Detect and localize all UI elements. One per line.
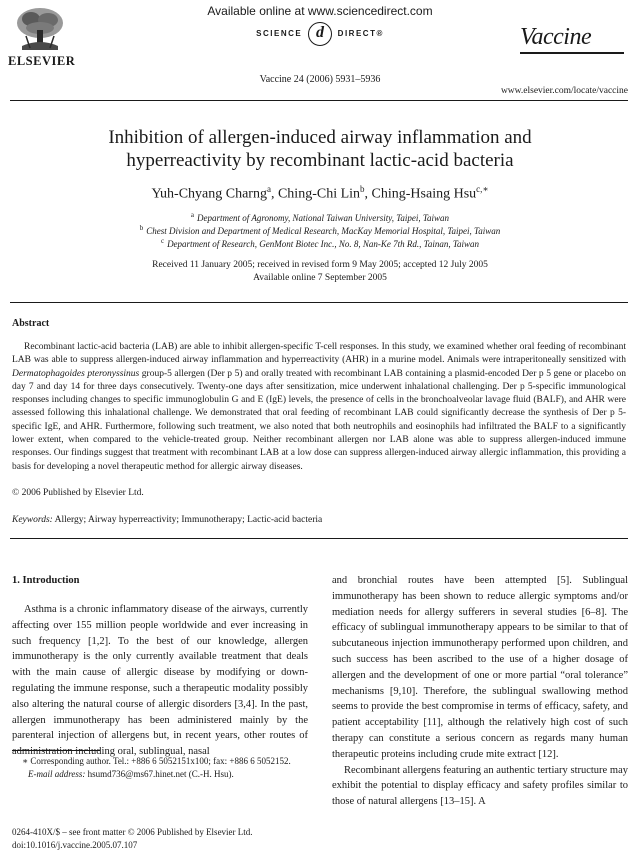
vaccine-logo-text: Vaccine [520,24,592,50]
sciencedirect-d-icon: d [308,22,332,46]
affiliation-text: Department of Agronomy, National Taiwan University, Taipei, Taiwan [197,213,450,223]
paragraph: Recombinant allergens featuring an authentic tertiary structure may exhibit the potential to display efficacy and safety profiles similar to those of natural allergens [13–15]. A [332,764,628,808]
affiliation [0,224,640,236]
registered-mark: ® [376,29,384,39]
title-line-1: Inhibition of allergen-induced airway inflammation and [108,127,532,148]
author-name: Yuh-Chyang Charng [151,186,267,202]
footnote-rule [12,750,100,751]
section-heading: 1. Introduction [12,575,80,586]
email-address[interactable]: hsumd736@ms67.hinet.net (C.-H. Hsu). [87,769,234,779]
abstract-bottom-rule [10,538,628,539]
author-affil-mark: c,∗ [476,184,489,194]
affiliation [0,211,640,223]
paragraph: and bronchial routes have been attempted [5]. Sublingual immunotherapy has been shown to reduce allergic symptoms and/or mediation needs for allergy sufferers in several studies [6–8]. The efficacy of sublingual immunotherapy appears to be similar to that of subcutaneous injection immunotherapy performed upon children, and such success has been ascribed to the use of a higher dosage of allergen and the development of one or more partial “oral tolerance” mechanisms [9,10]. Therefore, the sublingual swallowing method seems to provide the best compromise in terms of efficacy, safety, and patient acceptability [11], although the relatively high cost of such therapy can constitute a serious concern as regards many human therapeutic proteins including crude mite extract [12]. [332,575,628,760]
front-matter [12,826,253,852]
corresponding-author: ∗ Corresponding author. Tel.: +886 6 5052151x100; fax: +886 6 5052152. [22,756,291,766]
abstract-text [12,341,626,474]
left-column [12,602,308,760]
right-column [332,573,628,810]
doi-line[interactable]: doi:10.1016/j.vaccine.2005.07.107 [12,840,138,850]
affiliation-mark: a [190,211,195,219]
vaccine-logo-underline [520,52,624,54]
sciencedirect-right: DIRECT [337,29,377,39]
species-name: Dermatophagoides pteronyssinus [12,368,140,379]
author-affil-mark: b [360,184,365,194]
affiliation-text: Chest Division and Department of Medical Research, MacKay Memorial Hospital, Taipei, Taiwan [146,226,501,236]
abstract-text-part: group-5 allergen (Der p 5) and orally treated with recombinant LAB containing a plasmid-encoded Der p 5 gene or placebo on day 7 and day 14 for three days consecutively. Twenty-one days after sensitization, mice underwent inhalational challenging. Der p 5-specific immunological responses including changes to specific immunoglobulin G and E (IgE) levels, the presence of cells in the bronchoalveolar lavage fluid (BALF), and AHR were assessed following this inhalational challenge. We demonstrated that oral feeding of recombinant LAB could significantly decrease the synthesis of Der p 5-specific IgE, and AHR. Furthermore, following such treatment, we also noted that both neutrophils and eosinophils had infiltrated the BALF to a significantly lower extent, when compared to the vehicle-treated group. Neither recombinant allergen nor LAB alone was able to suppress allergen-induced immune responses. Our findings suggest that treatment with recombinant LAB at a low dose can suppress allergen-induced airway allergic inflammation, this providing a basis for developing a novel therapeutic method for allergic airway diseases. [12,368,626,472]
author-name: Ching-Hsaing Hsu [371,186,477,202]
email-line [12,768,308,781]
sciencedirect-left: SCIENCE [256,29,303,39]
email-label: E-mail address: [28,769,86,779]
paragraph: Asthma is a chronic inflammatory disease of the airways, currently affecting over 155 million people worldwide and ever increasing in such frequency [1,2]. To the best of our knowledge, allergen immunotherapy is the only currently available treatment that deals with the main cause of allergic disease by modifying or down-regulating the immune response, such a therapeutic modality possibly also altering the natural course of allergic disorders [3,4]. In the past, allergen immunotherapy has been administered mainly by the parenteral injection of allergens but, in recent years, other routes of administration including oral, sublingual, nasal [12,604,308,758]
affiliation [0,237,640,249]
keywords-label: Keywords: [12,515,53,525]
abstract-text-part: Recombinant lactic-acid bacteria (LAB) are able to inhibit allergen-specific T-cell responses. In this study, we examined whether oral feeding of recombinant LAB was able to suppress allergen-induced airway inflammation and hyperreactivity (AHR) in a murine model. Animals were intraperitoneally sensitized with [12,342,626,366]
available-date: Available online 7 September 2005 [253,273,387,283]
journal-url[interactable]: www.elsevier.com/locate/vaccine [500,86,628,96]
available-online-text: Available online at www.sciencedirect.com [207,4,433,18]
affiliation-mark: b [139,224,144,232]
received-dates: Received 11 January 2005; received in revised form 9 May 2005; accepted 12 July 2005 [152,260,488,270]
author-separator: , [270,186,278,202]
author-separator: , [364,186,372,202]
abstract-top-rule [10,302,628,303]
keywords-list: Allergy; Airway hyperreactivity; Immunotherapy; Lactic-acid bacteria [54,515,323,525]
affiliation-text: Department of Research, GenMont Biotec Inc., No. 8, Nan-Ke 7th Rd., Tainan, Taiwan [167,239,480,249]
author-affil-mark: a [266,184,271,194]
vaccine-journal-logo [520,24,624,54]
header-divider [10,100,628,101]
title-line-2: hyperreactivity by recombinant lactic-acid bacteria [126,150,514,171]
abstract-copyright: © 2006 Published by Elsevier Ltd. [12,488,144,498]
affiliation-mark: c [160,237,165,245]
publisher-name: ELSEVIER [8,54,76,68]
journal-citation: Vaccine 24 (2006) 5931–5936 [259,74,381,85]
footnote [12,755,308,781]
abstract-heading: Abstract [12,318,50,329]
issn-line: 0264-410X/$ – see front matter © 2006 Published by Elsevier Ltd. [12,827,253,837]
article-title [0,126,640,172]
author-name: Ching-Chi Lin [277,186,361,202]
author-list [0,184,640,203]
keywords [12,515,322,525]
